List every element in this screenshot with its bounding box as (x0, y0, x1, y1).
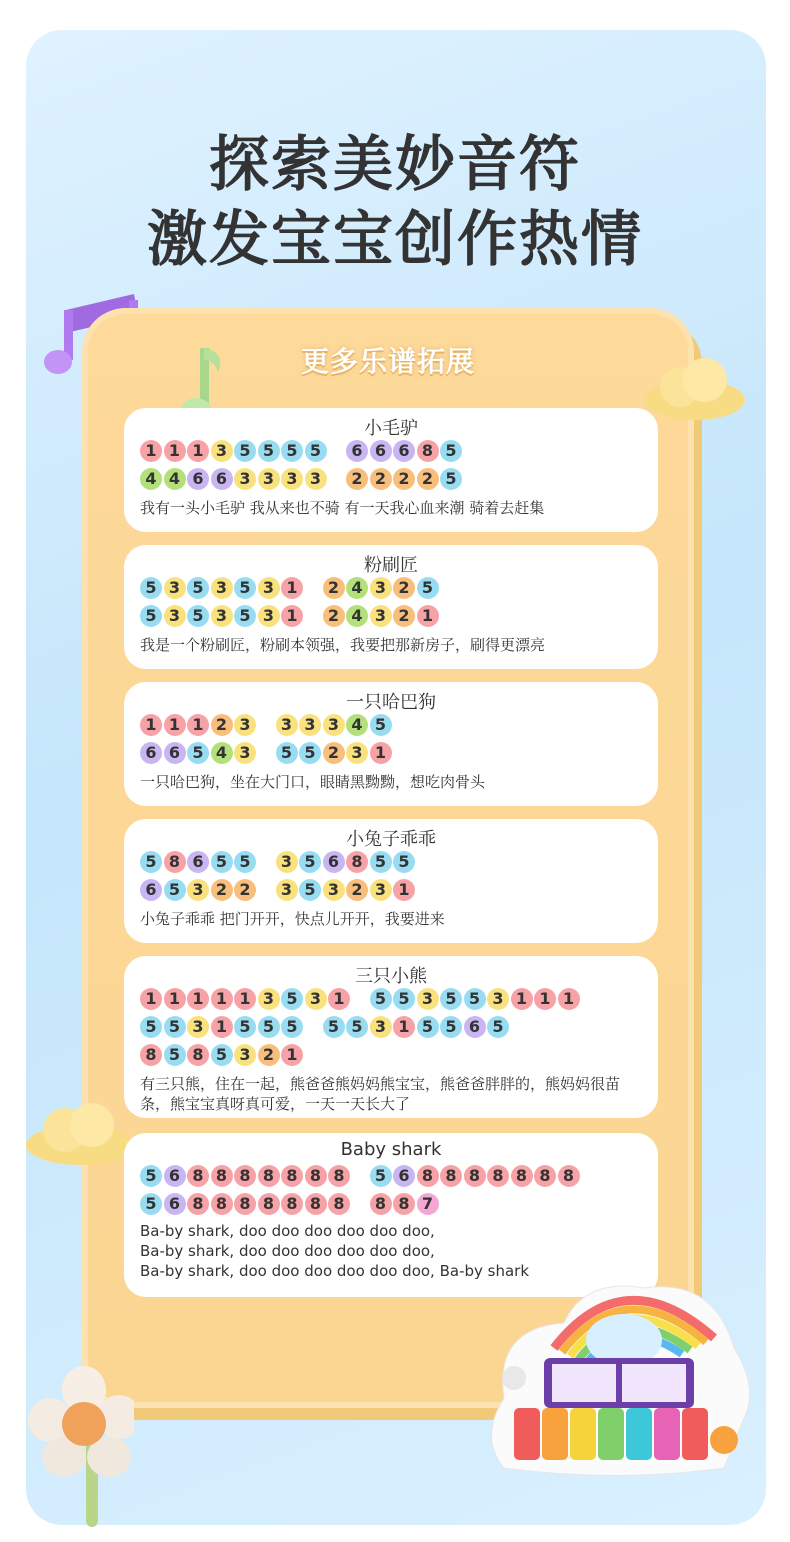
note-circle: 3 (276, 851, 298, 873)
note-circle: 8 (511, 1165, 533, 1187)
note-circle: 8 (370, 1193, 392, 1215)
note-circle: 5 (164, 1016, 186, 1038)
note-circle: 1 (328, 988, 350, 1010)
note-circle: 2 (346, 468, 368, 490)
note-circle: 5 (440, 468, 462, 490)
note-circle: 6 (393, 440, 415, 462)
song-title: 粉刷匠 (364, 555, 418, 576)
note-circle: 3 (258, 577, 280, 599)
note-circle: 2 (370, 468, 392, 490)
note-circle: 6 (464, 1016, 486, 1038)
note-circle: 1 (140, 714, 162, 736)
note-circle: 5 (305, 440, 327, 462)
note-circle: 6 (393, 1165, 415, 1187)
note-circle: 3 (299, 714, 321, 736)
note-circle: 6 (211, 468, 233, 490)
headline-line-2: 激发宝宝创作热情 (147, 205, 643, 275)
note-circle: 8 (281, 1165, 303, 1187)
note-circle: 3 (370, 1016, 392, 1038)
note-circle: 8 (305, 1165, 327, 1187)
song-lyrics-line: Ba-by shark, doo doo doo doo doo doo, Ba-by shark (140, 1262, 530, 1280)
note-circle: 5 (417, 1016, 439, 1038)
note-circle: 5 (440, 440, 462, 462)
note-circle: 5 (140, 577, 162, 599)
note-circle: 1 (281, 1044, 303, 1066)
song-lyrics-line: Ba-by shark, doo doo doo doo doo doo, (140, 1242, 435, 1260)
note-circle: 8 (464, 1165, 486, 1187)
note-circle: 3 (234, 468, 256, 490)
note-circle: 6 (140, 742, 162, 764)
note-circle: 2 (346, 879, 368, 901)
note-circle: 2 (417, 468, 439, 490)
note-circle: 3 (211, 440, 233, 462)
note-circle: 5 (140, 1165, 162, 1187)
note-circle: 5 (299, 851, 321, 873)
note-circle: 8 (328, 1165, 350, 1187)
note-circle: 3 (487, 988, 509, 1010)
note-circle: 6 (164, 1165, 186, 1187)
note-circle: 4 (346, 605, 368, 627)
note-circle: 2 (234, 879, 256, 901)
note-circle: 8 (534, 1165, 556, 1187)
note-circle: 4 (346, 577, 368, 599)
note-circle: 7 (417, 1193, 439, 1215)
note-circle: 6 (346, 440, 368, 462)
note-circle: 5 (187, 742, 209, 764)
note-circle: 3 (276, 879, 298, 901)
note-circle: 3 (187, 879, 209, 901)
note-circle: 5 (393, 851, 415, 873)
note-circle: 5 (281, 1016, 303, 1038)
note-circle: 1 (140, 988, 162, 1010)
note-circle: 5 (440, 1016, 462, 1038)
note-circle: 8 (281, 1193, 303, 1215)
song-lyrics: 有三只熊，住在一起，熊爸爸熊妈妈熊宝宝，熊爸爸胖胖的，熊妈妈很苗条，熊宝宝真呀真可爱，一天一天长大了 (140, 1075, 621, 1113)
note-circle: 2 (393, 577, 415, 599)
note-circle: 3 (258, 605, 280, 627)
note-circle: 2 (211, 714, 233, 736)
note-circle: 5 (464, 988, 486, 1010)
note-circle: 5 (370, 988, 392, 1010)
note-circle: 5 (299, 742, 321, 764)
note-circle: 2 (393, 468, 415, 490)
note-circle: 4 (140, 468, 162, 490)
song-lyrics: 我有一头小毛驴 我从来也不骑 有一天我心血来潮 骑着去赶集 (140, 499, 545, 517)
note-circle: 1 (558, 988, 580, 1010)
note-circle: 8 (328, 1193, 350, 1215)
note-circle: 8 (393, 1193, 415, 1215)
note-circle: 5 (299, 879, 321, 901)
note-circle: 8 (234, 1165, 256, 1187)
note-circle: 1 (281, 605, 303, 627)
note-circle: 5 (258, 1016, 280, 1038)
note-circle: 2 (323, 577, 345, 599)
note-circle: 2 (323, 605, 345, 627)
note-circle: 5 (234, 605, 256, 627)
note-circle: 5 (346, 1016, 368, 1038)
note-circle: 8 (346, 851, 368, 873)
note-circle: 3 (370, 879, 392, 901)
note-circle: 8 (187, 1044, 209, 1066)
note-circle: 2 (323, 742, 345, 764)
note-circle: 5 (234, 851, 256, 873)
note-circle: 3 (305, 468, 327, 490)
note-circle: 1 (534, 988, 556, 1010)
note-circle: 1 (393, 1016, 415, 1038)
note-circle: 3 (346, 742, 368, 764)
note-circle: 3 (258, 468, 280, 490)
note-circle: 3 (234, 1044, 256, 1066)
song-lyrics: 我是一个粉刷匠，粉刷本领强，我要把那新房子，刷得更漂亮 (140, 636, 546, 654)
note-circle: 5 (234, 577, 256, 599)
note-circle: 5 (440, 988, 462, 1010)
note-circle: 8 (417, 440, 439, 462)
note-circle: 8 (164, 851, 186, 873)
note-circle: 5 (211, 1044, 233, 1066)
note-circle: 1 (281, 577, 303, 599)
song-card (124, 956, 658, 1118)
note-circle: 1 (187, 440, 209, 462)
note-circle: 5 (370, 1165, 392, 1187)
note-circle: 3 (234, 742, 256, 764)
song-title: 小毛驴 (364, 418, 418, 439)
note-circle: 1 (211, 1016, 233, 1038)
note-circle: 6 (164, 742, 186, 764)
note-circle: 5 (187, 605, 209, 627)
note-circle: 3 (211, 577, 233, 599)
note-circle: 8 (305, 1193, 327, 1215)
song-card (124, 819, 658, 943)
song-lyrics: 小兔子乖乖 把门开开，快点儿开开，我要进来 (140, 910, 445, 928)
note-circle: 3 (323, 879, 345, 901)
note-circle: 6 (187, 468, 209, 490)
note-circle: 6 (187, 851, 209, 873)
note-circle: 1 (234, 988, 256, 1010)
note-circle: 3 (281, 468, 303, 490)
headline-line-1: 探索美妙音符 (209, 130, 581, 200)
note-circle: 4 (164, 468, 186, 490)
note-circle: 1 (140, 440, 162, 462)
note-circle: 8 (258, 1165, 280, 1187)
song-title: 三只小熊 (355, 966, 427, 987)
note-circle: 5 (487, 1016, 509, 1038)
panel-title: 更多乐谱拓展 (300, 345, 475, 378)
note-circle: 4 (211, 742, 233, 764)
note-circle: 5 (276, 742, 298, 764)
song-title: 小兔子乖乖 (346, 829, 436, 850)
note-circle: 1 (164, 714, 186, 736)
note-circle: 1 (511, 988, 533, 1010)
song-card (124, 682, 658, 806)
note-circle: 6 (164, 1193, 186, 1215)
note-circle: 1 (393, 879, 415, 901)
note-circle: 4 (346, 714, 368, 736)
note-circle: 2 (211, 879, 233, 901)
note-circle: 5 (234, 1016, 256, 1038)
song-card (124, 408, 658, 532)
toy-piano-image (474, 1268, 764, 1488)
note-circle: 1 (211, 988, 233, 1010)
note-circle: 8 (440, 1165, 462, 1187)
note-circle: 5 (393, 988, 415, 1010)
note-circle: 2 (393, 605, 415, 627)
note-circle: 3 (211, 605, 233, 627)
note-circle: 5 (164, 1044, 186, 1066)
note-circle: 3 (164, 605, 186, 627)
note-circle: 3 (187, 1016, 209, 1038)
note-circle: 5 (323, 1016, 345, 1038)
note-circle: 5 (140, 605, 162, 627)
note-circle: 8 (140, 1044, 162, 1066)
note-circle: 2 (258, 1044, 280, 1066)
note-circle: 5 (234, 440, 256, 462)
note-circle: 8 (187, 1165, 209, 1187)
note-circle: 3 (258, 988, 280, 1010)
note-circle: 3 (323, 714, 345, 736)
note-circle: 8 (187, 1193, 209, 1215)
note-circle: 5 (164, 879, 186, 901)
song-title: Baby shark (340, 1139, 442, 1160)
note-circle: 5 (281, 988, 303, 1010)
note-circle: 1 (164, 440, 186, 462)
note-circle: 5 (281, 440, 303, 462)
note-circle: 5 (211, 851, 233, 873)
cloud-icon (20, 1100, 140, 1170)
note-circle: 5 (140, 851, 162, 873)
note-circle: 5 (187, 577, 209, 599)
note-circle: 1 (164, 988, 186, 1010)
note-circle: 1 (370, 742, 392, 764)
note-circle: 8 (211, 1193, 233, 1215)
song-lyrics: 一只哈巴狗，坐在大门口，眼睛黑黝黝，想吃肉骨头 (140, 773, 486, 791)
note-circle: 3 (164, 577, 186, 599)
note-circle: 5 (370, 851, 392, 873)
note-circle: 1 (187, 988, 209, 1010)
flower-icon (24, 1362, 134, 1532)
note-circle: 1 (417, 605, 439, 627)
note-circle: 3 (417, 988, 439, 1010)
note-circle: 8 (487, 1165, 509, 1187)
note-circle: 5 (258, 440, 280, 462)
note-circle: 3 (234, 714, 256, 736)
note-circle: 5 (140, 1016, 162, 1038)
note-circle: 6 (323, 851, 345, 873)
note-circle: 8 (417, 1165, 439, 1187)
note-circle: 3 (276, 714, 298, 736)
note-circle: 6 (140, 879, 162, 901)
song-title: 一只哈巴狗 (346, 692, 436, 713)
note-circle: 3 (305, 988, 327, 1010)
note-circle: 8 (258, 1193, 280, 1215)
note-circle: 5 (417, 577, 439, 599)
note-circle: 5 (370, 714, 392, 736)
note-circle: 3 (370, 605, 392, 627)
song-card (124, 545, 658, 669)
note-circle: 8 (558, 1165, 580, 1187)
note-circle: 5 (140, 1193, 162, 1215)
note-circle: 3 (370, 577, 392, 599)
note-circle: 1 (187, 714, 209, 736)
note-circle: 8 (234, 1193, 256, 1215)
song-lyrics-line: Ba-by shark, doo doo doo doo doo doo, (140, 1222, 435, 1240)
note-circle: 8 (211, 1165, 233, 1187)
note-circle: 6 (370, 440, 392, 462)
